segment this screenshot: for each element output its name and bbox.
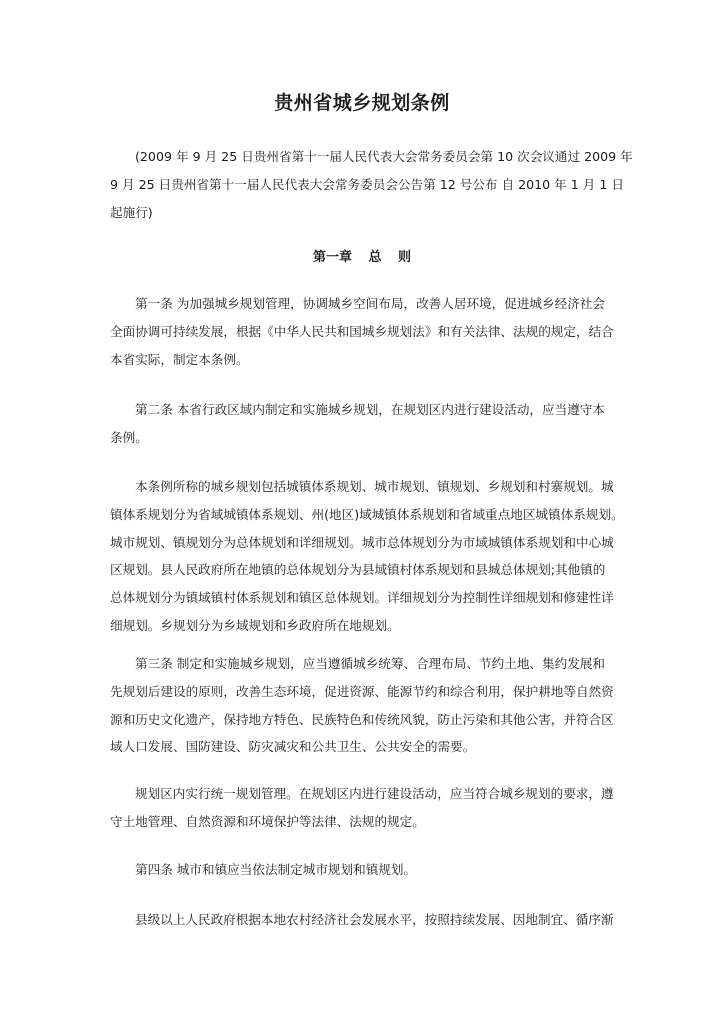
paragraph-line: 全面协调可持续发展，根据《中华人民共和国城乡规划法》和有关法律、法规的规定，结合 — [110, 323, 614, 339]
paragraph-line: 本省实际，制定本条例。 — [110, 351, 249, 367]
article-2-clause — [110, 473, 624, 640]
preamble-line: (2009 年 9 月 25 日贵州省第十一届人民代表大会常务委员会第 10 次会议通过 2009 年 — [135, 149, 633, 164]
chapter-title: 第一章 总 则 — [312, 250, 412, 265]
page-title: 贵州省城乡规划条例 — [274, 92, 450, 114]
paragraph-line: 第四条 城市和镇应当依法制定城市规划和镇规划。 — [135, 862, 417, 877]
paragraph-line: 守土地管理、自然资源和环境保护等法律、法规的规定。 — [110, 813, 425, 829]
article-4-clause — [110, 906, 620, 934]
paragraph-line: 第三条 制定和实施城乡规划，应当遵循城乡统筹、合理布局、节约土地、集约发展和 — [135, 656, 605, 671]
paragraph-line: 城市规划、镇规划分为总体规划和详细规划。城市总体规划分为市域城镇体系规划和中心城 — [110, 534, 614, 550]
paragraph-line: 源和历史文化遗产，保持地方特色、民族特色和传统风貌，防止污染和其他公害，并符合区 — [110, 711, 614, 727]
paragraph-line: 本条例所称的城乡规划包括城镇体系规划、城市规划、镇规划、乡规划和村寨规划。城 — [135, 479, 614, 494]
paragraph-line: 细规划。乡规划分为乡域规划和乡政府所在地规划。 — [110, 617, 400, 633]
paragraph-line: 域人口发展、国防建设、防灾减灾和公共卫生、公共安全的需要。 — [110, 739, 476, 755]
paragraph-line: 县级以上人民政府根据本地农村经济社会发展水平，按照持续发展、因地制宜、循序渐 — [135, 912, 614, 927]
paragraph-line: 第二条 本省行政区域内制定和实施城乡规划，在规划区内进行建设活动，应当遵守本 — [135, 402, 605, 417]
paragraph-line: 先规划后建设的原则，改善生态环境，促进资源、能源节约和综合利用，保护耕地等自然资 — [110, 683, 614, 699]
preamble-line: 9 月 25 日贵州省第十一届人民代表大会常务委员会公告第 12 号公布 自 2010 年 1 月 1 日 — [110, 176, 624, 192]
paragraph-line: 总体规划分为镇域镇村体系规划和镇区总体规划。详细规划分为控制性详细规划和修建性详 — [110, 590, 614, 606]
paragraph-line: 规划区内实行统一规划管理。在规划区内进行建设活动，应当符合城乡规划的要求，遵 — [135, 786, 614, 801]
article-1 — [110, 290, 620, 373]
paragraph-line: 镇体系规划分为省域城镇体系规划、州(地区)域城镇体系规划和省域重点地区城镇体系规划。 — [110, 506, 624, 522]
paragraph-line: 区规划。县人民政府所在地镇的总体规划分为县域镇村体系规划和县城总体规划;其他镇的 — [110, 562, 606, 578]
article-3-clause — [110, 780, 620, 836]
preamble-line: 起施行) — [110, 204, 153, 220]
preamble — [110, 143, 633, 226]
paragraph-line: 第一条 为加强城乡规划管理，协调城乡空间布局，改善人居环境，促进城乡经济社会 — [135, 296, 605, 311]
paragraph-line: 条例。 — [110, 429, 148, 445]
article-3 — [110, 650, 620, 761]
article-2 — [110, 396, 620, 452]
article-4 — [110, 856, 620, 884]
